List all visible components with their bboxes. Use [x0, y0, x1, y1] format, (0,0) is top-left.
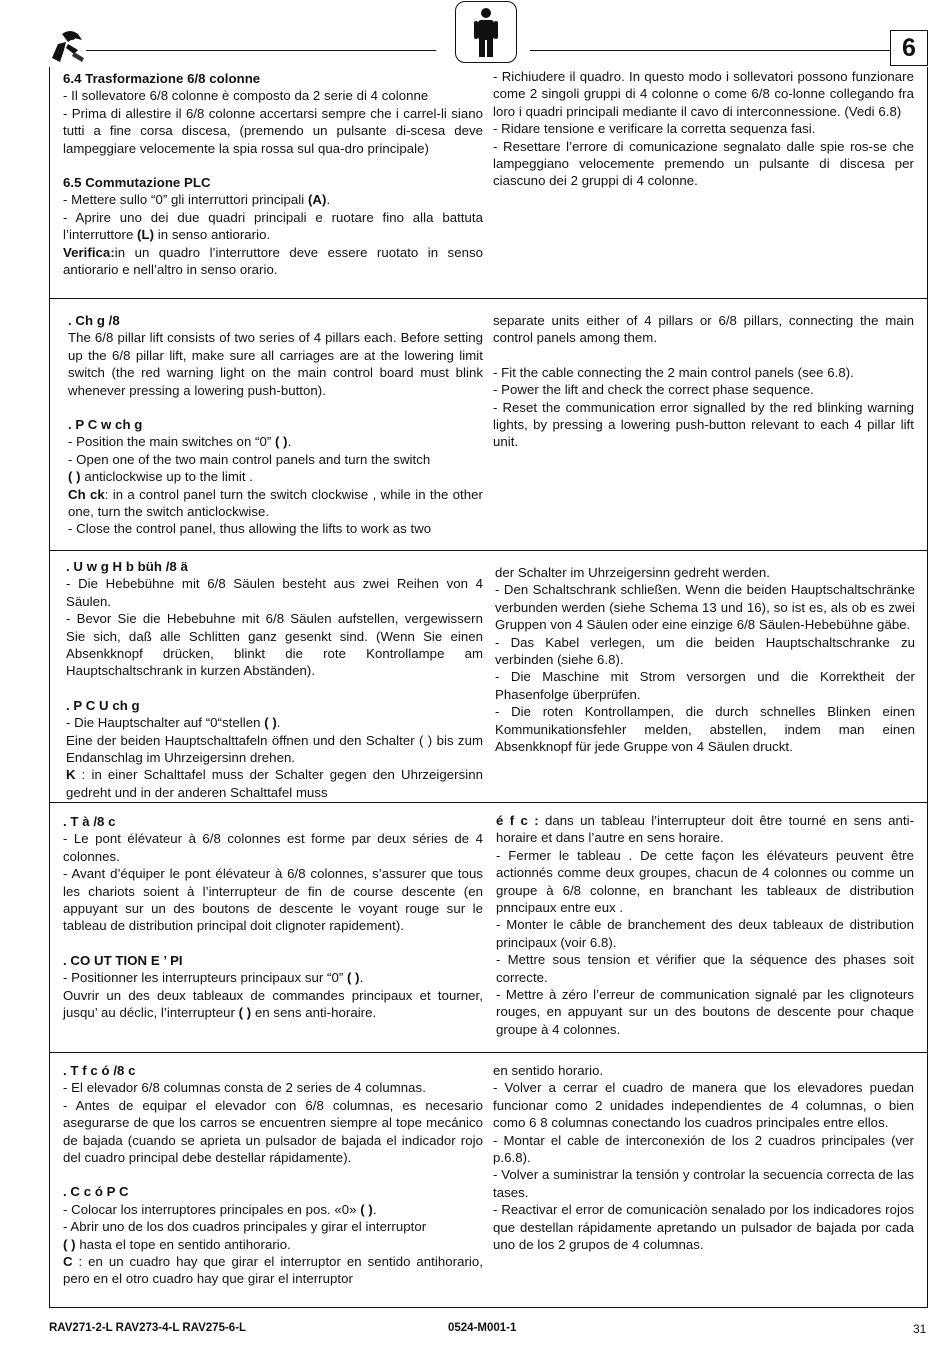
paragraph: - Die Maschine mit Strom versorgen und die Korrektheit der Phasenfolge überprüfen. [495, 669, 915, 702]
text-run: - Die Hauptschalter auf “0“stellen [66, 715, 265, 731]
section-left-column [63, 1062, 483, 1288]
paragraph: - Den Schaltschrank schließen. Wenn die beiden Hauptschaltschränke verbunden werden (siehe Schema 13 und 16), so ist es, als ob es zwei Gruppen von 4 Säulen oder eine einzige 6/8 Säulen-Hebebühne gäbe. [495, 582, 915, 633]
paragraph [68, 468, 483, 485]
paragraph: - Mettre sous tension et vérifier que la séquence des phases soit correcte. [496, 952, 914, 985]
paragraph [63, 1201, 483, 1218]
paragraph: - Fermer le tableau . De cette façon les élévateurs peuvent être actionnés comme deux groupes, chacun de 4 colonnes ou comme un groupe à 6/8 colonne, en branchant les tableaux de distribution pnncipaux entre eux . [496, 847, 914, 916]
text-run: (L) [137, 227, 155, 243]
paragraph: - Mettre à zéro l’erreur de communication signalé par les clignoteurs rouges, en appuyant sur un des boutons de descente pour chaque groupe à 4 colonnes. [496, 987, 914, 1037]
paragraph [63, 191, 483, 208]
paragraph: - Volver a cerrar el cuadro de manera que los elevadores puedan funcionar como 2 unidades independientes de 4 columnas, o bien como 6 8 columnas conectando los cuadros principales entre ellos. [493, 1080, 914, 1131]
paragraph [66, 766, 483, 801]
paragraph: - Bevor Sie die Hebebuhne mit 6/8 Säulen aufstellen, vergewissern Sie sich, daß alle Schlitten ganz gesenkt sind. (Wenn Sie einen Absenkknopf drücken, blinkt die rote Kontrollampe am Hauptschaltschrank in kurzen Abständen). [66, 611, 483, 679]
paragraph-spacer [63, 935, 483, 952]
text-run: Verifica: [63, 244, 115, 260]
paragraph: - Resettare l’errore di comunicazione segnalato dalle spie ros-se che lampeggiano velocemente premendo un pulsante di discesa per ciascuno dei 2 gruppi di 4 colonne. [493, 138, 914, 189]
section-heading: . U w g H b büh /8 ä [66, 559, 188, 574]
text-run: hasta el tope en sentido antihorario. [75, 1236, 291, 1252]
paragraph [63, 987, 483, 1022]
paragraph [63, 209, 483, 244]
paragraph: - Die Hebebühne mit 6/8 Säulen besteht aus zwei Reihen von 4 Säulen. [66, 576, 483, 609]
section-heading: . Ch g /8 [68, 313, 120, 328]
standing-person-icon [456, 2, 516, 62]
paragraph: - Volver a suministrar la tensión y controlar la secuencia correcta de las tases. [493, 1167, 914, 1200]
paragraph: der Schalter im Uhrzeigersinn gedreht werden. [495, 565, 770, 580]
text-run: Ch ck [68, 486, 105, 502]
section-heading: . P C U ch g [66, 697, 140, 713]
section-left-column [63, 70, 483, 278]
chapter-number-badge: 6 [890, 30, 928, 66]
text-run: ( ) [360, 1201, 373, 1217]
text-run: C [63, 1254, 79, 1270]
paragraph: - Reset the communication error signalled by the red blinking warning lights, by pressing a lowering push-button relevant to each 4 pillar lift unit. [493, 399, 914, 450]
paragraph [68, 486, 483, 521]
header-rule-left [86, 50, 436, 51]
paragraph-spacer [63, 157, 483, 174]
paragraph: - Antes de equipar el elevador con 6/8 columnas, es necesario asegurarse de que los carros se encuentren siempre al tope mecánico de bajada (cuando se aprieta un pulsador de bajada el indicador rojo del cuadro principal debe destellar rápidamente). [63, 1097, 483, 1166]
paragraph: - Die roten Kontrollampen, die durch schnelles Blinken einen Kommunikationsfehler melden, abstellen, indem man einen Absenkknopf für jede Gruppe von 4 Säulen druckt. [495, 704, 915, 755]
paragraph [63, 244, 483, 279]
paragraph [63, 1253, 483, 1288]
text-run: . [326, 192, 331, 208]
paragraph-spacer [68, 399, 483, 416]
section-right-column [495, 564, 915, 755]
section-italian [50, 67, 927, 298]
paragraph [63, 969, 483, 986]
page-header [0, 0, 950, 72]
section-spanish [50, 1052, 927, 1306]
section-right-column [493, 312, 914, 451]
paragraph: - Le pont élévateur à 6/8 colonnes est forme par deux séries de 4 colonnes. [63, 831, 483, 864]
text-run: ( ) [264, 715, 277, 731]
paragraph: - Avant d’équiper le pont élévateur à 6/8 colonnes, s’assurer que tous les chariots soient à l’interrupteur de fin de course descente (en appuyant sur un des boutons de descente le voyant rouge sur le tableau de distribution principal doit clignoter rapidement). [63, 866, 483, 934]
paragraph: - Montar el cable de interconexión de los 2 cuadros principales (ver p.6.8). [493, 1132, 914, 1166]
paragraph: - Close the control panel, thus allowing the lifts to work as two [68, 521, 432, 537]
paragraph-spacer [493, 347, 914, 364]
text-run: anticlockwise up to the limit . [80, 469, 253, 485]
text-run: ( ) [68, 469, 81, 485]
paragraph [66, 714, 483, 731]
text-run: - Positionner les interrupteurs principaux sur “0” [63, 970, 348, 986]
text-run: - Aprire uno dei due quadri principali e ruotare fino alla battuta l’interruttore [63, 209, 483, 243]
text-run: ( ) [275, 434, 288, 450]
text-run: ( ) [63, 1236, 76, 1252]
section-heading: 6.5 Commutazione PLC [63, 175, 211, 191]
text-run: : en un cuadro hay que girar el interruptor en sentido antihorario, pero en el otro cuadro hay que girar el interruptor [63, 1254, 483, 1287]
text-run: ( ) [347, 970, 360, 986]
section-heading: . C c ó P C [63, 1184, 129, 1200]
text-run: - Position the main switches on “0” [68, 434, 276, 450]
section-french [50, 802, 927, 1052]
section-heading: . T à /8 c [63, 814, 116, 829]
paragraph: - Monter le câble de branchement des deux tableaux de distribution principaux (voir 6.8). [496, 917, 914, 950]
text-run: en sens anti-horaire. [251, 1005, 377, 1021]
section-english [50, 298, 927, 550]
section-heading: . CO UT TION E ’ PI [63, 952, 183, 968]
paragraph: - Richiudere il quadro. In questo modo i sollevatori possono funzionare come 2 singoli gruppi di 4 colonne o come 6/8 co-lonne collegando fra loro i quadri principali mediante il cavo di interconnessione. (Vedi 6.8) [493, 69, 914, 119]
paragraph-spacer [63, 1166, 483, 1183]
paragraph: - Il sollevatore 6/8 colonne è composto da 2 serie di 4 colonne [63, 88, 429, 104]
header-rule-right [530, 50, 890, 51]
text-run: é f c : [496, 813, 539, 828]
section-heading: 6.4 Trasformazione 6/8 colonne [63, 71, 261, 86]
paragraph: Eine der beiden Hauptschalttafeln öffnen und den Schalter ( ) bis zum Endanschlag im Uhrzeigersinn drehen. [66, 732, 483, 766]
paragraph: - Abrir uno de los dos cuadros principales y girar el interruptor [63, 1219, 427, 1235]
paragraph: The 6/8 pillar lift consists of two series of 4 pillars each. Before setting up the 6/8 pillar lift, make sure all carriages are at the lowering limit switch (the red warning light on the main control board must blink whenever pressing a lowering push-button). [68, 330, 483, 398]
section-right-column [496, 812, 914, 1038]
person-icon-box [455, 1, 517, 63]
paragraph: - Fit the cable connecting the 2 main control panels (see 6.8). [493, 364, 854, 380]
text-run: . [359, 970, 364, 986]
section-heading: . P C w ch g [68, 417, 143, 433]
text-run: ( ) [238, 1005, 252, 1021]
paragraph: - Reactivar el error de comunicaciòn senalado por los indicadores rojos que destellan rápidamente apretando un pulsador de bajada por cada uno de los 2 grupos de 4 columnas. [493, 1202, 914, 1253]
footer-page-number: 31 [913, 1322, 927, 1336]
paragraph: - Prima di allestire il 6/8 colonne accertarsi sempre che i carrel-li siano tutti a fine corsa discesa, (premendo un pulsante di-scesa deve lampeggiare velocemente la spia rossa sul qua-dro principale) [63, 105, 483, 156]
paragraph [496, 812, 914, 847]
text-run: - Mettere sullo “0” gli interruttori principali [63, 192, 308, 208]
section-left-column [66, 558, 483, 801]
text-run: in senso antiorario. [154, 227, 271, 243]
paragraph: - Ridare tensione e verificare la corretta sequenza fasi. [493, 121, 816, 137]
paragraph: separate units either of 4 pillars or 6/8 pillars, connecting the main control panels among them. [493, 313, 914, 346]
text-run: . [287, 434, 292, 450]
text-run: - Colocar los interruptores principales en pos. «0» [63, 1201, 361, 1217]
paragraph: - Power the lift and check the correct phase sequence. [493, 382, 814, 398]
person-with-tool-logo [48, 28, 90, 64]
text-run: . [276, 715, 281, 731]
section-left-column [63, 813, 483, 1021]
text-run: : in a control panel turn the switch clockwise , while in the other one, turn the switch anticlockwise. [68, 486, 483, 520]
paragraph: - Open one of the two main control panels and turn the switch [68, 451, 431, 467]
paragraph [68, 433, 483, 450]
content-frame [49, 67, 928, 1308]
section-heading: . T f c ó /8 c [63, 1063, 136, 1078]
text-run: in un quadro l’interruttore deve essere ruotato in senso antiorario e nell’altro in senso orario. [63, 244, 483, 278]
text-run: (A) [307, 192, 327, 208]
section-right-column [493, 68, 914, 190]
section-right-column [493, 1062, 914, 1253]
paragraph: - Das Kabel verlegen, um die beiden Hauptschaltschranke zu verbinden (siehe 6.8). [495, 634, 915, 668]
footer-models: RAV271-2-L RAV273-4-L RAV275-6-L [49, 1322, 247, 1334]
text-run: Ouvrir un des deux tableaux de commandes principaux et tourner, jusqu’ au déclic, l’interrupteur [63, 987, 483, 1021]
text-run: dans un tableau l’interrupteur doit être tourné en sens anti-horaire et dans l’autre en sens horaire. [496, 813, 915, 846]
text-run: : in einer Schalttafel muss der Schalter gegen den Uhrzeigersinn gedreht und in der anderen Schalttafel muss [66, 767, 484, 800]
paragraph: - El elevador 6/8 columnas consta de 2 series de 4 columnas. [63, 1080, 426, 1096]
section-german [50, 550, 927, 802]
text-run: K [66, 767, 82, 783]
paragraph [63, 1236, 483, 1253]
paragraph-spacer [66, 680, 483, 697]
footer-code: 0524-M001-1 [448, 1322, 517, 1334]
paragraph: en sentido horario. [493, 1063, 604, 1078]
section-left-column [68, 312, 483, 538]
text-run: . [372, 1201, 377, 1217]
